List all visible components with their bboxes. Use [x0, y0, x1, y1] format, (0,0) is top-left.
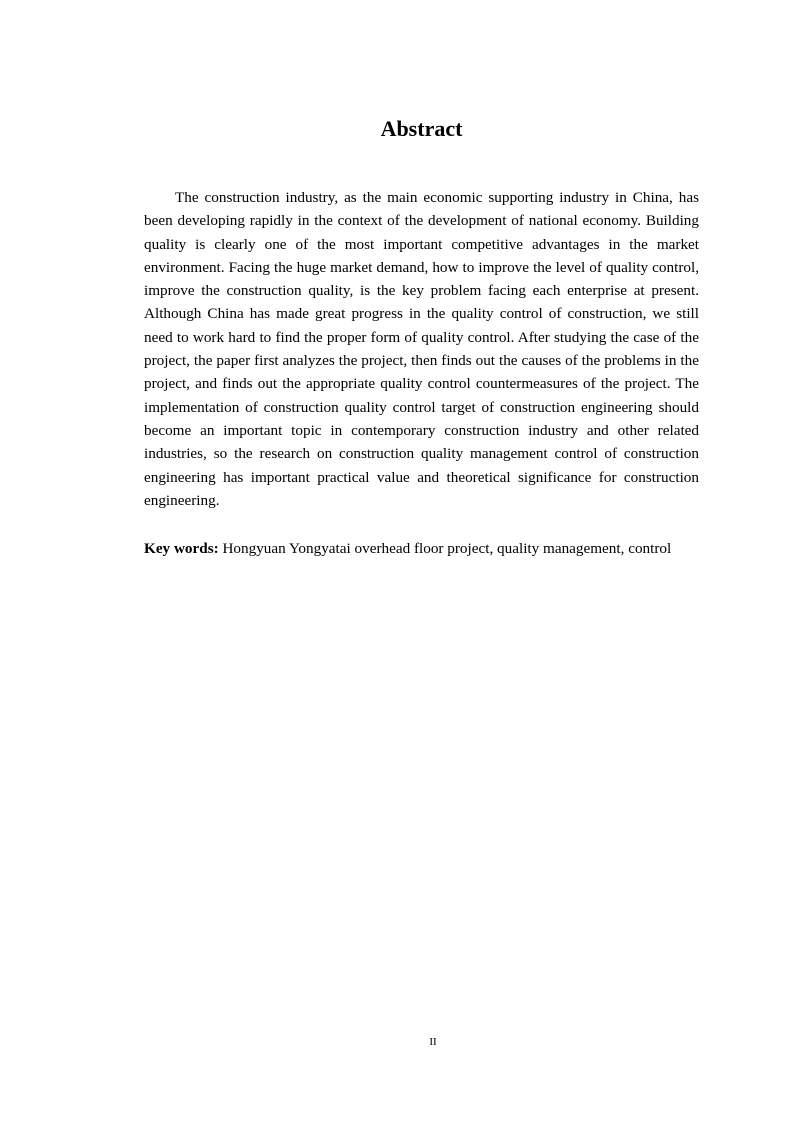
page-number: II	[429, 1036, 437, 1048]
keywords-label: Key words:	[144, 540, 219, 557]
keywords-text: Hongyuan Yongyatai overhead floor project, quality management, control	[222, 540, 672, 557]
keywords-line	[144, 537, 724, 560]
page-title: Abstract	[380, 116, 463, 141]
abstract-paragraph: The construction industry, as the main economic supporting industry in China, has been developing rapidly in the context of the development of national economy. Building quality is clearly one of the most important competitive advantages in the market environment. Facing the huge market demand, how to improve the level of quality control, improve the construction quality, is the key problem facing each enterprise at present. Although China has made great progress in the quality control of construction, we still need to work hard to find the proper form of quality control. After studying the case of the project, the paper first analyzes the project, then finds out the causes of the problems in the project, and finds out the appropriate quality control countermeasures of the project. The implementation of construction quality control target of construction engineering should become an important topic in contemporary construction industry and other related industries, so the research on construction quality management control of construction engineering has important practical value and theoretical significance for construction engineering.	[144, 189, 699, 509]
